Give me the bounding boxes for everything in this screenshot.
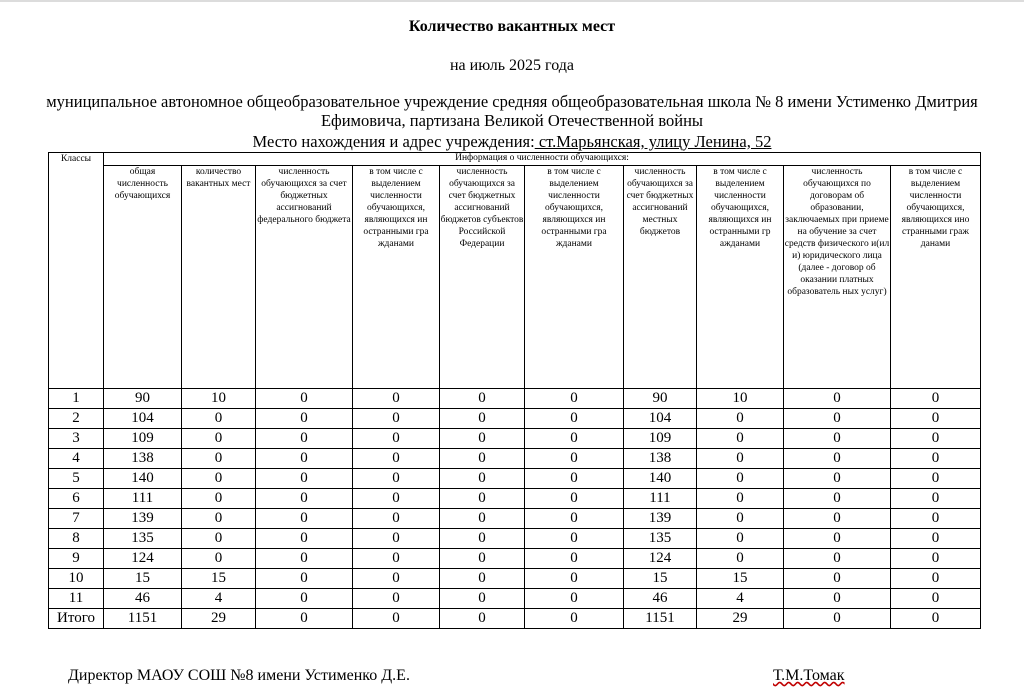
table-cell: 0 [182,449,256,469]
table-cell: 0 [784,509,891,529]
table-row [49,589,981,609]
class-cell: 7 [49,509,104,529]
column-header: численность обучающихся за счет бюджетных ассигнований федерального бюджета [256,166,353,389]
table-cell: 0 [525,609,624,629]
class-cell: 9 [49,549,104,569]
table-cell: 0 [353,529,440,549]
class-cell: 3 [49,429,104,449]
table-cell: 0 [353,609,440,629]
column-header: численность обучающихся по договорам об образовании, заключаемых при приеме на обучение за счет средств физического и(ил и) юридического лица (далее - договор об оказании платных образователь ных услуг) [784,166,891,389]
table-cell: 0 [525,409,624,429]
table-cell: 0 [440,589,525,609]
table-cell: 0 [353,549,440,569]
column-header: численность обучающихся за счет бюджетных ассигнований местных бюджетов [624,166,697,389]
organization-name: муниципальное автономное общеобразовательное учреждение средняя общеобразовательная школа № 8 имени Устименко Дмитрия Ефимовича, партизана Великой Отечественной войны [46,92,978,130]
table-cell: 15 [697,569,784,589]
table-cell: 0 [525,389,624,409]
table-cell: 0 [182,509,256,529]
table-cell: 111 [104,489,182,509]
table-cell: 0 [784,469,891,489]
table-cell: 104 [104,409,182,429]
table-cell: 124 [104,549,182,569]
table-cell: 0 [256,429,353,449]
table-cell: 0 [440,449,525,469]
table-cell: 0 [353,589,440,609]
table-cell: 135 [104,529,182,549]
table-row [49,609,981,629]
table-cell: 15 [104,569,182,589]
column-header: в том числе с выделением численности обучающихся, являющихся ин остранными гра жданами [353,166,440,389]
table-cell: 0 [440,429,525,449]
table-cell: 0 [784,449,891,469]
table-row [49,529,981,549]
info-header: Информация о численности обучающихся: [104,153,981,166]
table-cell: 10 [697,389,784,409]
column-header: в том числе с выделением численности обучающихся, являющихся ин остранными гр ажданами [697,166,784,389]
table-cell: 139 [624,509,697,529]
table-cell: 0 [353,449,440,469]
table-cell: 140 [624,469,697,489]
table-cell: 104 [624,409,697,429]
table-cell: 0 [440,529,525,549]
table-cell: 0 [440,509,525,529]
director-signature-line: Директор МАОУ СОШ №8 имени Устименко Д.Е. [68,667,410,684]
table-cell: 0 [256,589,353,609]
table-cell: 0 [697,509,784,529]
page-top-border [0,0,1024,2]
table-row [49,449,981,469]
table-cell: 1151 [624,609,697,629]
table-cell: 0 [891,449,981,469]
class-cell: 2 [49,409,104,429]
table-cell: 0 [256,569,353,589]
table-cell: 0 [891,549,981,569]
table-cell: 0 [891,489,981,509]
table-cell: 15 [182,569,256,589]
table-cell: 46 [624,589,697,609]
table-cell: 0 [353,389,440,409]
address-label: Место нахождения и адрес учреждения: [252,132,535,151]
table-cell: 0 [256,549,353,569]
table-cell: 0 [182,489,256,509]
table-cell: 0 [784,549,891,569]
table-cell: 10 [182,389,256,409]
table-cell: 0 [182,529,256,549]
column-header: общая численность обучающихся [104,166,182,389]
table-cell: 0 [784,569,891,589]
table-cell: 0 [353,569,440,589]
table-cell: 0 [353,429,440,449]
class-cell: 4 [49,449,104,469]
table-cell: 0 [525,429,624,449]
table-cell: 0 [440,609,525,629]
table-cell: 0 [353,509,440,529]
column-header: в том числе с выделением численности обучающихся, являющихся ино странными граж данами [891,166,981,389]
class-header: Классы [49,153,104,389]
table-cell: 0 [891,609,981,629]
table-cell: 0 [353,489,440,509]
table-cell: 0 [182,409,256,429]
table-cell: 0 [440,569,525,589]
class-cell: 1 [49,389,104,409]
table-cell: 0 [891,409,981,429]
table-cell: 0 [256,509,353,529]
table-cell: 0 [525,469,624,489]
table-cell: 0 [440,549,525,569]
table-cell: 0 [697,469,784,489]
table-row [49,429,981,449]
table-cell: 0 [256,389,353,409]
table-cell: 90 [624,389,697,409]
table-cell: 109 [624,429,697,449]
table-cell: 1151 [104,609,182,629]
table-row [49,489,981,509]
class-cell: 11 [49,589,104,609]
table-cell: 124 [624,549,697,569]
table-cell: 0 [891,569,981,589]
table-cell: 29 [697,609,784,629]
table-cell: 0 [891,509,981,529]
column-header: численность обучающихся за счет бюджетных ассигнований бюджетов субъектов Российской Федерации [440,166,525,389]
table-cell: 0 [525,589,624,609]
table-row [49,469,981,489]
table-cell: 0 [256,409,353,429]
table-cell: 0 [256,449,353,469]
table-cell: 109 [104,429,182,449]
table-cell: 0 [440,489,525,509]
table-cell: 0 [440,409,525,429]
table-cell: 0 [182,429,256,449]
address-value: ст.Марьянская, улицу Ленина, 52 [534,132,772,151]
table-cell: 29 [182,609,256,629]
address-line [40,132,984,151]
column-header: количество вакантных мест [182,166,256,389]
column-headers-row [49,166,981,389]
table-cell: 0 [784,429,891,449]
table-cell: 0 [525,449,624,469]
table-cell: 0 [525,549,624,569]
table-cell: 135 [624,529,697,549]
table-row [49,569,981,589]
table-cell: 0 [784,389,891,409]
table-cell: 0 [697,429,784,449]
table-row [49,389,981,409]
table-cell: 90 [104,389,182,409]
table-cell: 0 [256,469,353,489]
director-name: Т.М.Томак [773,667,845,684]
table-cell: 140 [104,469,182,489]
table-cell: 0 [784,529,891,549]
table-cell: 0 [697,529,784,549]
table-cell: 0 [256,609,353,629]
table-cell: 0 [256,529,353,549]
table-row [49,549,981,569]
table-body [49,389,981,629]
table-cell: 0 [440,469,525,489]
table-cell: 111 [624,489,697,509]
table-cell: 0 [697,489,784,509]
class-cell: 6 [49,489,104,509]
table-cell: 0 [182,549,256,569]
table-cell: 0 [784,409,891,429]
vacancies-table [48,152,981,629]
table-cell: 0 [697,549,784,569]
table-cell: 0 [440,389,525,409]
document-title: Количество вакантных мест [408,18,616,35]
table-cell: 138 [104,449,182,469]
table-row [49,409,981,429]
class-cell: 8 [49,529,104,549]
table-cell: 0 [353,469,440,489]
table-cell: 0 [353,409,440,429]
table-cell: 0 [891,429,981,449]
report-period: на июль 2025 года [449,57,574,74]
table-cell: 46 [104,589,182,609]
class-cell: Итого [49,609,104,629]
table-cell: 0 [891,389,981,409]
table-cell: 0 [256,489,353,509]
table-cell: 0 [784,589,891,609]
table-cell: 0 [891,589,981,609]
table-cell: 0 [525,529,624,549]
column-header: в том числе с выделением численности обучающихся, являющихся ин остранными гра жданами [525,166,624,389]
table-cell: 138 [624,449,697,469]
table-cell: 0 [784,609,891,629]
table-cell: 139 [104,509,182,529]
table-cell: 0 [784,489,891,509]
table-cell: 4 [182,589,256,609]
table-cell: 0 [697,449,784,469]
class-cell: 10 [49,569,104,589]
class-cell: 5 [49,469,104,489]
table-cell: 15 [624,569,697,589]
table-cell: 0 [525,569,624,589]
table-row [49,509,981,529]
table-cell: 4 [697,589,784,609]
table-cell: 0 [525,509,624,529]
table-cell: 0 [891,469,981,489]
table-cell: 0 [891,529,981,549]
table-cell: 0 [182,469,256,489]
table-cell: 0 [525,489,624,509]
table-cell: 0 [697,409,784,429]
